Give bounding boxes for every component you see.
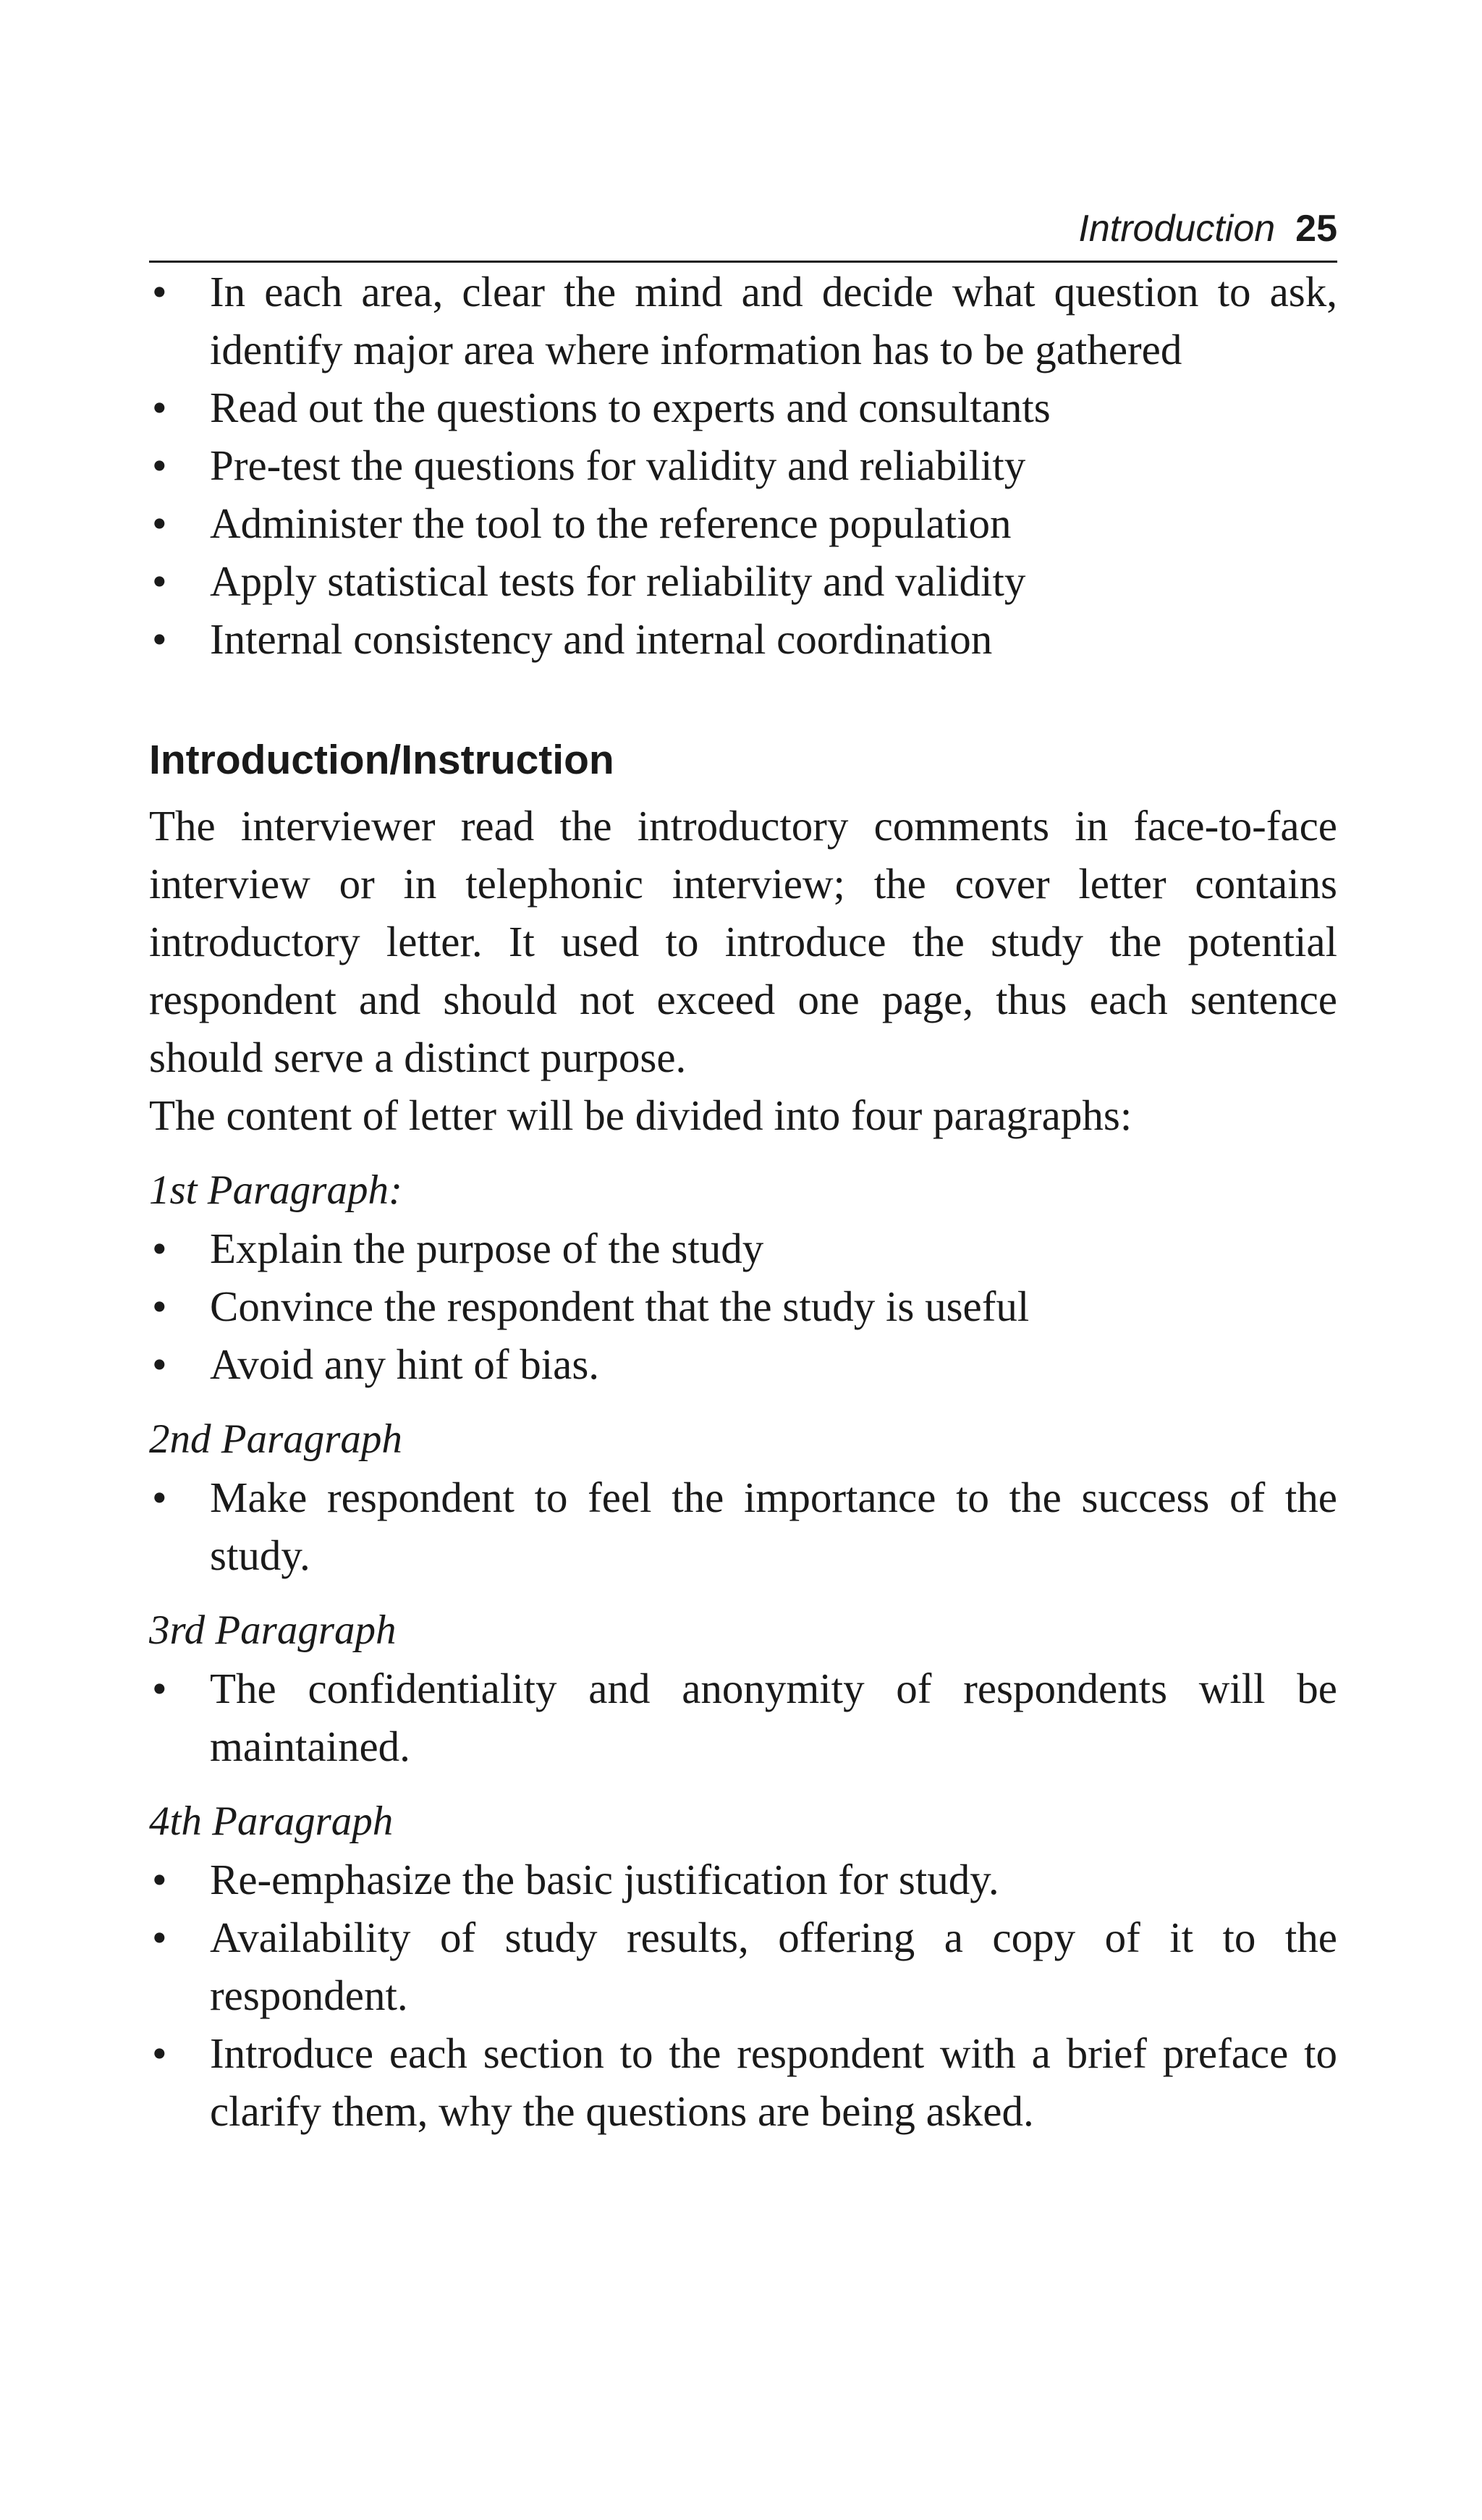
list-item: • Apply statistical tests for reliability and validity — [149, 552, 1337, 610]
bullet-icon: • — [152, 615, 167, 663]
group-label: 1st Paragraph: — [149, 1167, 402, 1213]
list-item: • Administer the tool to the reference population — [149, 494, 1337, 552]
list-item: • Make respondent to feel the importance to the success of the study. — [149, 1468, 1337, 1584]
body-paragraph: The interviewer read the introductory comments in face-to-face interview or in telephonic interview; the cover letter contains introductory letter. It used to introduce the study the potential respondent and should not exceed one page, thus each sentence should serve a distinct purpose. — [149, 802, 1337, 1081]
group-bullet-list — [149, 1219, 1337, 1393]
group-label: 2nd Paragraph — [149, 1416, 402, 1462]
bullet-icon: • — [152, 441, 167, 489]
body-paragraph: The content of letter will be divided into four paragraphs: — [149, 1091, 1132, 1139]
list-item: • The confidentiality and anonymity of respondents will be maintained. — [149, 1659, 1337, 1775]
group-bullet-list — [149, 1851, 1337, 2140]
list-item: • Availability of study results, offering a copy of it to the respondent. — [149, 1908, 1337, 2024]
bullet-icon: • — [152, 2029, 167, 2077]
bullet-icon: • — [152, 1225, 167, 1272]
running-title: Introduction — [1078, 208, 1276, 250]
bullet-icon: • — [152, 1914, 167, 1961]
list-item: • Internal consistency and internal coordination — [149, 610, 1337, 668]
book-page — [149, 210, 1337, 2140]
paragraph-group-2 — [149, 1411, 1337, 1584]
group-bullet-list — [149, 1468, 1337, 1584]
page-number: 25 — [1295, 208, 1337, 250]
bullet-icon: • — [152, 1340, 167, 1388]
running-header — [149, 210, 1337, 263]
list-item: • Re-emphasize the basic justification for study. — [149, 1851, 1337, 1908]
list-item: • Read out the questions to experts and consultants — [149, 379, 1337, 436]
group-label: 3rd Paragraph — [149, 1607, 397, 1653]
bullet-icon: • — [152, 1473, 167, 1521]
list-item: • Pre-test the questions for validity and reliability — [149, 436, 1337, 494]
bullet-icon: • — [152, 268, 167, 316]
list-item: • Avoid any hint of bias. — [149, 1335, 1337, 1393]
group-label: 4th Paragraph — [149, 1798, 394, 1844]
list-item: • Introduce each section to the respondent with a brief preface to clarify them, why the questions are being asked. — [149, 2024, 1337, 2140]
bullet-icon: • — [152, 499, 167, 547]
list-item: • Explain the purpose of the study — [149, 1219, 1337, 1277]
bullet-icon: • — [152, 1282, 167, 1330]
paragraph-group-3 — [149, 1602, 1337, 1775]
paragraph-group-4 — [149, 1793, 1337, 2140]
list-item: • In each area, clear the mind and decide what question to ask, identify major area where information has to be gathered — [149, 263, 1337, 379]
bullet-icon: • — [152, 557, 167, 605]
section-heading: Introduction/Instruction — [149, 737, 614, 783]
bullet-icon: • — [152, 1665, 167, 1712]
list-item: • Convince the respondent that the study is useful — [149, 1277, 1337, 1335]
paragraph-group-1 — [149, 1162, 1337, 1393]
bullet-icon: • — [152, 384, 167, 431]
group-bullet-list — [149, 1659, 1337, 1775]
bullet-icon: • — [152, 1856, 167, 1903]
top-bullet-list — [149, 263, 1337, 668]
